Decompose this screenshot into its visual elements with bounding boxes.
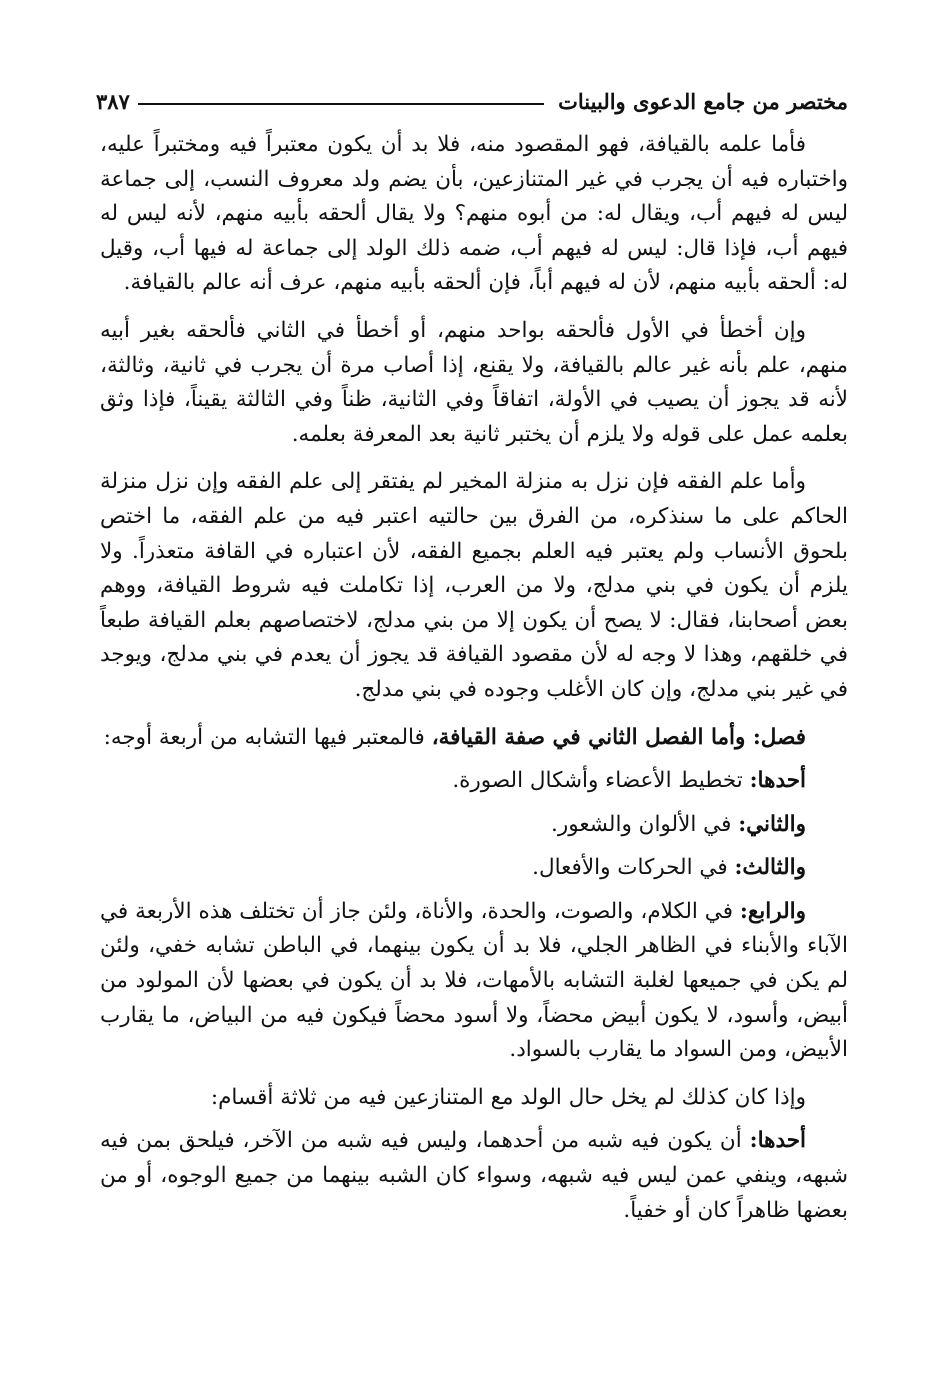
- list-item-lead: أحدها:: [749, 1128, 807, 1154]
- body-text: [100, 128, 848, 1241]
- list-item: [100, 895, 848, 1068]
- header-rule: [138, 103, 544, 105]
- paragraph: [100, 128, 848, 301]
- paragraph-text: وإذا كان كذلك لم يخل حال الولد مع المتنازعين فيه من ثلاثة أقسام:: [210, 1084, 806, 1110]
- running-title: مختصر من جامع الدعوى والبينات: [558, 88, 848, 114]
- running-header: [96, 84, 848, 118]
- list-item: [100, 764, 848, 799]
- list-item-text: في الحركات والأفعال.: [532, 855, 728, 881]
- list-item-lead: والثالث:: [734, 855, 806, 881]
- paragraph-text: فالمعتبر فيها التشابه من أربعة أوجه:: [103, 724, 425, 750]
- list-item-lead: والثاني:: [738, 811, 806, 837]
- paragraph: [100, 1081, 848, 1116]
- paragraph: [100, 465, 848, 707]
- list-item-text: أن يكون فيه شبه من أحدهما، وليس فيه شبه من الآخر، فيلحق بمن فيه شبهه، وينفي عمن ليس فيه شبهه، وسواء كان الشبه بينهما من جميع الوجوه، أو من بعضها ظاهراً كان أو خفياً.: [100, 1128, 848, 1223]
- list-item-lead: والرابع:: [739, 898, 806, 924]
- page-number: ٣٨٧: [96, 88, 130, 114]
- section-heading: [100, 721, 848, 756]
- list-item: [100, 851, 848, 886]
- paragraph-text: فأما علمه بالقيافة، فهو المقصود منه، فلا بد أن يكون معتبراً فيه ومختبراً عليه، واختباره فيه أن يجرب في غير المتنازعين، بأن يضم ولد معروف النسب، إلى جماعة ليس له فيهم أب، ويقال له: من أبوه منهم؟ ولا يقال ألحقه بأبيه منهم، لأنه ليس له فيهم أب، فإذا قال: ليس له فيهم أب، ضمه ذلك الولد إلى جماعة له فيها أب، وقيل له: ألحقه بأبيه منهم، لأن له فيهم أباً، فإن ألحقه بأبيه منهم، عرف أنه عالم بالقيافة.: [100, 132, 848, 296]
- list-item-text: تخطيط الأعضاء وأشكال الصورة.: [452, 768, 743, 794]
- section-heading-lead: فصل: وأما الفصل الثاني في صفة القيافة،: [431, 724, 806, 750]
- list-item-text: في الألوان والشعور.: [551, 811, 732, 837]
- paragraph-text: وإن أخطأ في الأول فألحقه بواحد منهم، أو أخطأ في الثاني فألحقه بغير أبيه منهم، علم بأنه غير عالم بالقيافة، ولا يقنع، إذا أصاب مرة أن يجرب في ثانية، وثالثة، لأنه قد يجوز أن يصيب في الأولة، اتفاقاً وفي الثانية، ظناً وفي الثالثة يقيناً، فإذا وثق بعلمه عمل على قوله ولا يلزم أن يختبر ثانية بعد المعرفة بعلمه.: [100, 317, 848, 447]
- list-item-text: في الكلام، والصوت، والحدة، والأناة، ولئن جاز أن تختلف هذه الأربعة في الآباء والأبناء في الظاهر الجلي، فلا بد أن يكون بينهما، في الباطن تشابه خفي، ولئن لم يكن في جميعها لغلبة التشابه بالأمهات، فلا بد أن يكون في بعضها لأن المولود من أبيض، وأسود، لا يكون أبيض محضاً، ولا أسود محضاً فيكون فيه من البياض، ما يقارب الأبيض، ومن السواد ما يقارب بالسواد.: [100, 898, 848, 1063]
- list-item: [100, 808, 848, 843]
- paragraph-text: وأما علم الفقه فإن نزل به منزلة المخير لم يفتقر إلى علم الفقه وإن نزل منزلة الحاكم على ما سنذكره، من الفرق بين حالتيه اعتبر فيه من علم الفقه، ما اختص بلحوق الأنساب ولم يعتبر فيه العلم بجميع الفقه، لأن اعتباره في القافة متعذراً. ولا يلزم أن يكون في بني مدلج، ولا من العرب، إذا تكاملت فيه شروط القيافة، ووهم بعض أصحابنا، فقال: لا يصح أن يكون إلا من بني مدلج، لاختصاصهم بعلم القيافة طبعاً في خلقهم، وهذا لا وجه له لأن مقصود القيافة قد يجوز أن يعدم في بني مدلج، ويوجد في غير بني مدلج، وإن كان الأغلب وجوده في بني مدلج.: [100, 469, 848, 702]
- list-item: [100, 1124, 848, 1228]
- paragraph: [100, 314, 848, 452]
- list-item-lead: أحدها:: [749, 768, 806, 794]
